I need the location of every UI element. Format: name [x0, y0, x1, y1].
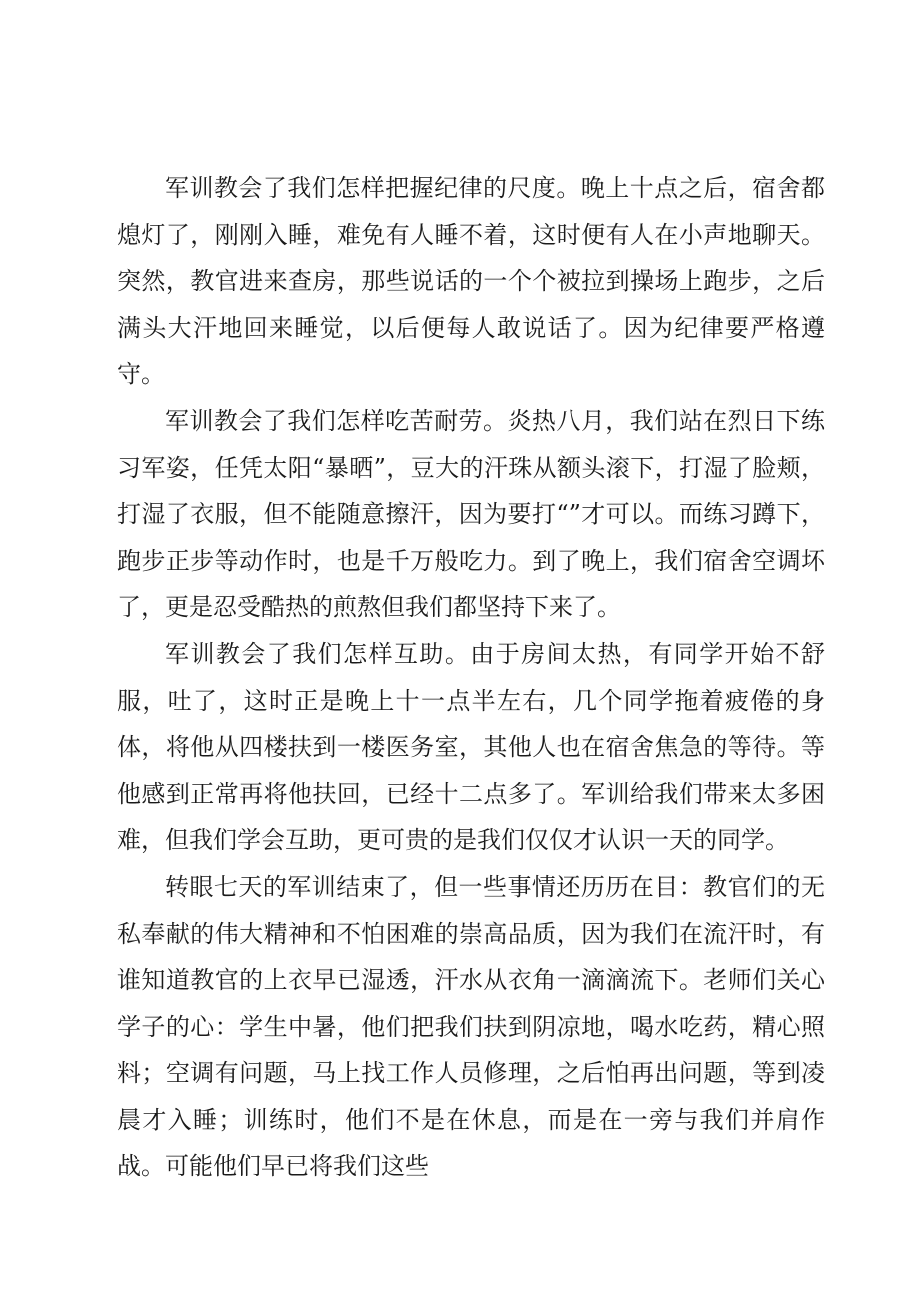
paragraph-mutual-help: 军训教会了我们怎样互助。由于房间太热，有同学开始不舒服，吐了，这时正是晚上十一点半左右，几个同学拖着疲倦的身体，将他从四楼扶到一楼医务室，其他人也在宿舍焦急的等待。等他感到正常再将他扶回，已经十二点多了。军训给我们带来太多困难，但我们学会互助，更可贵的是我们仅仅才认识一天的同学。: [117, 639, 825, 855]
document-body: [117, 165, 825, 1190]
paragraph-endurance: 军训教会了我们怎样吃苦耐劳。炎热八月，我们站在烈日下练习军姿，任凭太阳“暴晒”，豆大的汗珠从额头滚下，打湿了脸颊，打湿了衣服，但不能随意擦汗，因为要打“”才可以。而练习蹲下，跑步正步等动作时，也是千万般吃力。到了晚上，我们宿舍空调坏了，更是忍受酷热的煎熬但我们都坚持下来了。: [117, 406, 825, 622]
paragraph-discipline: 军训教会了我们怎样把握纪律的尺度。晚上十点之后，宿舍都熄灯了，刚刚入睡，难免有人睡不着，这时便有人在小声地聊天。突然，教官进来查房，那些说话的一个个被拉到操场上跑步，之后满头大汗地回来睡觉，以后便每人敢说话了。因为纪律要严格遵守。: [117, 174, 825, 389]
paragraph-conclusion: 转眼七天的军训结束了，但一些事情还历历在目：教官们的无私奉献的伟大精神和不怕困难的崇高品质，因为我们在流汗时，有谁知道教官的上衣早已湿透，汗水从衣角一滴滴流下。老师们关心学子的心：学生中暑，他们把我们扶到阴凉地，喝水吃药，精心照料；空调有问题，马上找工作人员修理，之后怕再出问题，等到凌晨才入睡；训练时，他们不是在休息，而是在一旁与我们并肩作战。可能他们早已将我们这些: [117, 872, 825, 1181]
